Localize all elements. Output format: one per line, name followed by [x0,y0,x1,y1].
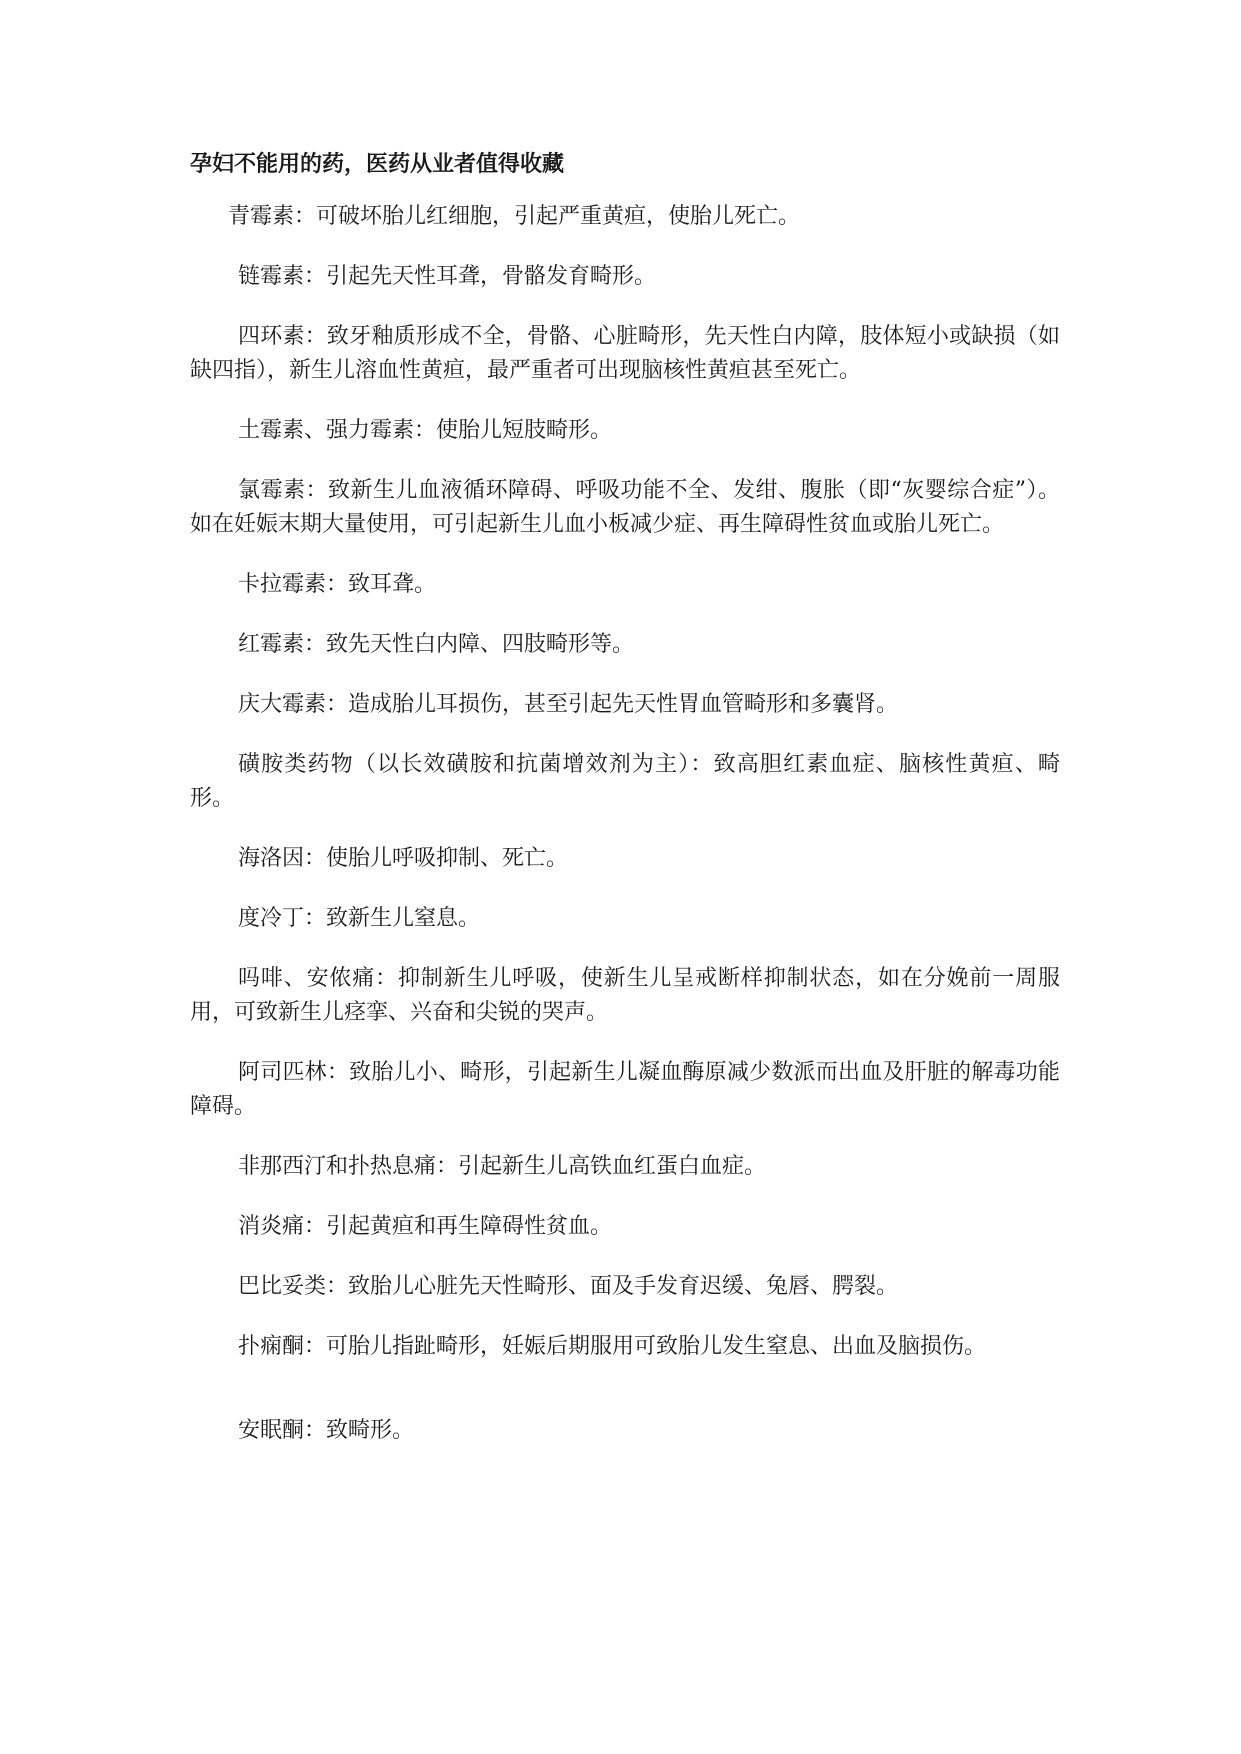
paragraph-indomethacin: 消炎痛：引起黄疸和再生障碍性贫血。 [238,1214,613,1239]
paragraph-chloramphenicol: 氯霉素：致新生儿血液循环障碍、呼吸功能不全、发绀、腹胀（即“灰婴综合症”）。如在妊娠末期大量使用，可引起新生儿血小板减少症、再生障碍性贫血或胎儿死亡。 [190,478,1060,537]
paragraph-methaqualone: 安眠酮：致畸形。 [238,1418,415,1443]
paragraph-penicillin: 青霉素：可破坏胎儿红细胞，引起严重黄疸，使胎儿死亡。 [228,204,801,229]
paragraph-kanamycin: 卡拉霉素：致耳聋。 [238,572,437,597]
paragraph-streptomycin: 链霉素：引起先天性耳聋，骨骼发育畸形。 [238,264,657,289]
paragraph-tetracycline: 四环素：致牙釉质形成不全，骨骼、心脏畸形，先天性白内障，肢体短小或缺损（如缺四指），新生儿溶血性黄疸，最严重者可出现脑核性黄疸甚至死亡。 [190,324,1060,383]
paragraph-primidone: 扑痫酮：可胎儿指趾畸形，妊娠后期服用可致胎儿发生窒息、出血及脑损伤。 [238,1334,987,1359]
paragraph-heroin: 海洛因：使胎儿呼吸抑制、死亡。 [238,846,569,871]
paragraph-erythromycin: 红霉素：致先天性白内障、四肢畸形等。 [238,632,635,657]
paragraph-barbiturates: 巴比妥类：致胎儿心脏先天性畸形、面及手发育迟缓、兔唇、腭裂。 [238,1274,899,1299]
paragraph-pethidine: 度冷丁：致新生儿窒息。 [238,906,481,931]
document-title: 孕妇不能用的药，医药从业者值得收藏 [190,152,565,177]
paragraph-oxytetracycline: 土霉素、强力霉素：使胎儿短肢畸形。 [238,418,613,443]
paragraph-aspirin: 阿司匹林：致胎儿小、畸形，引起新生儿凝血酶原减少数派而出血及肝脏的解毒功能障碍。 [190,1060,1060,1119]
paragraph-sulfonamides: 磺胺类药物（以长效磺胺和抗菌增效剂为主）：致高胆红素血症、脑核性黄疸、畸形。 [190,752,1060,811]
paragraph-gentamicin: 庆大霉素：造成胎儿耳损伤，甚至引起先天性胃血管畸形和多囊肾。 [238,692,899,717]
paragraph-phenacetin: 非那西汀和扑热息痛：引起新生儿高铁血红蛋白血症。 [238,1154,767,1179]
document-page [190,148,1060,1474]
paragraph-morphine: 吗啡、安侬痛：抑制新生儿呼吸，使新生儿呈戒断样抑制状态，如在分娩前一周服用，可致新生儿痉挛、兴奋和尖锐的哭声。 [190,966,1060,1025]
